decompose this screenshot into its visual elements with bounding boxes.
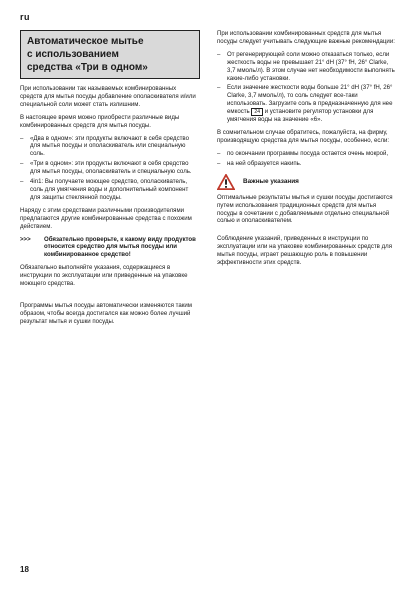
list-item: [20, 160, 200, 176]
language-code: ru: [20, 12, 30, 22]
step-text: Обязательно проверьте, к какому виду продуктов относится средство для мытья посуды или комбинированное средство!: [44, 235, 196, 259]
paragraph: Соблюдение указаний, приведенных в инструкции по эксплуатации или на упаковке комбинированных средств для мытья посуды, играет решающую роль в повышении эффективности этих средств.: [217, 235, 393, 267]
dash-bullet: –: [20, 178, 24, 186]
list-item: [20, 135, 200, 159]
list-item-text: Если значение жесткости воды больше 21° dH (37° fH, 26° Clarke, 3,7 ммоль/л), то соль следует все-таки использовать. Загрузите соль в предназначенную для нее емкость: [227, 84, 393, 116]
list-item: [217, 150, 397, 158]
step-marker: >>>: [20, 235, 31, 243]
paragraph: Наряду с этим средствами различными производителями предлагаются другие комбинированные средства с похожим действием.: [20, 206, 192, 230]
list-item-text: От регенерирующей соли можно отказаться только, если жесткость воды не превышает 21° dH (37° fH, 26° Clarke, 3,7 ммоль/л). В этом случае нет необходимости выполнять какие-либо установки.: [227, 50, 395, 82]
dash-bullet: –: [217, 50, 221, 58]
list-item-text: 4in1: Вы получаете моющее средство, ополаскиватель, соль для умягчения воды и дополнительный компонент для защиты стеклянной посуды.: [30, 178, 189, 201]
dash-bullet: –: [20, 160, 24, 168]
list-item: [20, 178, 200, 202]
section-title-box: [20, 30, 200, 79]
paragraph: При использовании комбинированных средств для мытья посуды следует учитывать следующие важные рекомендации:: [217, 30, 395, 45]
product-types-list: [20, 135, 200, 202]
list-item-text: «Три в одном»: эти продукты включают в себя средство для мытья посуды, ополаскиватель и специальную соль.: [30, 160, 192, 176]
left-column: [20, 30, 200, 331]
list-item-text: и установите регулятор установки для умягчения воды на значение «6».: [227, 108, 374, 124]
list-item-text: на ней образуется накипь.: [227, 159, 302, 167]
list-item: [217, 160, 397, 168]
paragraph: Обязательно выполняйте указания, содержащиеся в инструкции по эксплуатации или приведенные на упаковке моющего средства.: [20, 264, 188, 288]
list-item-text: по окончании программы посуда остается очень мокрой,: [227, 149, 389, 157]
warning-triangle-icon: [217, 174, 235, 190]
paragraph: При использовании так называемых комбинированных средств для мытья посуды добавление ополаскивателя и/или специальной соли может стать излишним.: [20, 85, 196, 108]
dash-bullet: –: [217, 159, 221, 167]
right-column: [217, 30, 397, 272]
warning-header: [217, 174, 397, 190]
paragraph: В настоящее время можно приобрести различные виды комбинированных средств для мытья посуды.: [20, 113, 180, 129]
list-item-text: «Два в одном»: эти продукты включают в себя средство для мытья посуды и ополаскиватель или специальную соль.: [30, 134, 189, 158]
section-title-line: с использованием: [27, 49, 119, 60]
recommendations-list: [217, 51, 397, 124]
dash-bullet: –: [217, 84, 221, 92]
section-title-line: средства «Три в одном»: [27, 62, 148, 73]
conditions-list: [217, 150, 397, 168]
paragraph: Оптимальные результаты мытья и сушки посуды достигаются путем использования традиционных средств для мытья посуды в сочетании с добавляемыми отдельно специальной солью и ополаскивателем.: [217, 193, 393, 225]
instruction-step: [20, 236, 200, 260]
salt-container-ref-box: 24: [251, 108, 263, 116]
paragraph: В сомнительном случае обратитесь, пожалуйста, на фирму, производящую средства для мытья посуды, особенно, если:: [217, 129, 390, 144]
dash-bullet: –: [20, 134, 24, 142]
paragraph: Программы мытья посуды автоматически изменяются таким образом, чтобы всегда достигался как можно более лучший результат мытья и сушки посуды.: [20, 301, 192, 325]
list-item: [217, 84, 397, 124]
section-title-line: Автоматическое мытье: [27, 36, 144, 47]
dash-bullet: –: [217, 149, 221, 157]
page-number: 18: [20, 565, 29, 574]
list-item: [217, 51, 397, 83]
warning-title: Важные указания: [243, 177, 299, 185]
